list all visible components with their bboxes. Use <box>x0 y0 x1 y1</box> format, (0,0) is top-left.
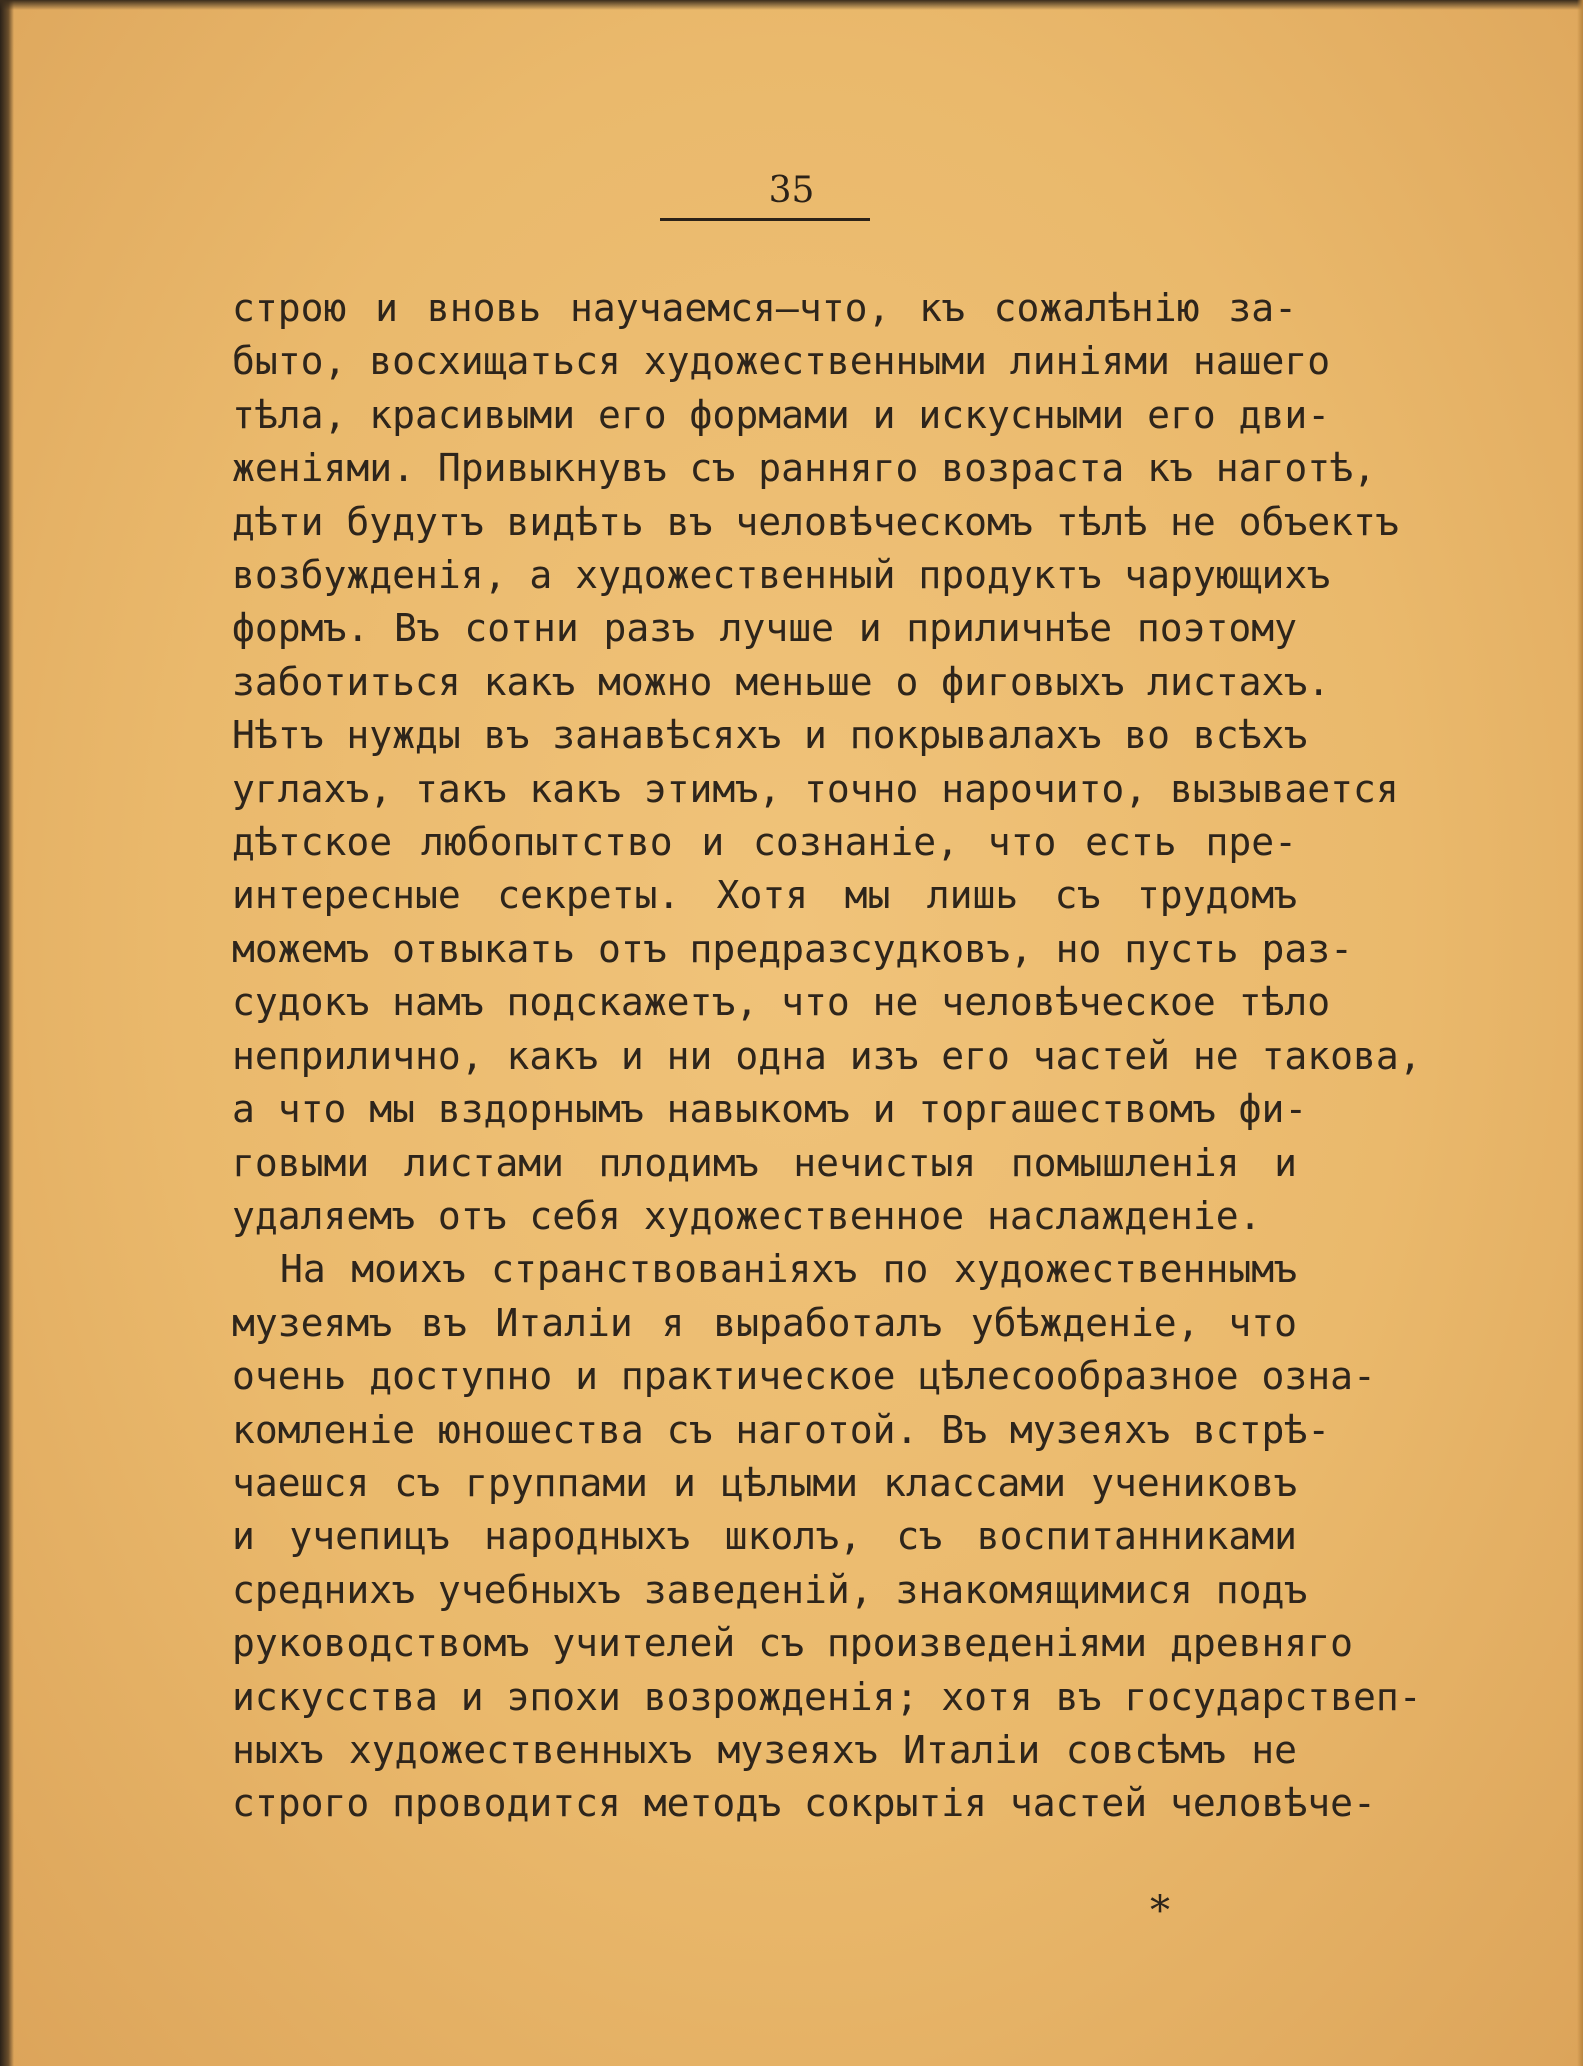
text-line: заботиться какъ можно меньше о фиговыхъ листахъ. <box>232 659 1331 704</box>
text-line: углахъ, такъ какъ этимъ, точно нарочито, вызывается <box>232 766 1399 811</box>
text-line: искусства и эпохи возрожденія; хотя въ государствеп- <box>232 1674 1422 1719</box>
text-line: строго проводится методъ сокрытія частей человѣче- <box>232 1781 1376 1826</box>
text-line: На моихъ странствованіяхъ по художественнымъ <box>280 1247 1297 1292</box>
footnote-mark: * <box>1150 1888 1170 1934</box>
text-line: интересные секреты. Хотя мы лишь съ трудомъ <box>232 873 1297 918</box>
text-line: судокъ намъ подскажетъ, что не человѣческое тѣло <box>232 980 1331 1025</box>
text-line: комленіе юношества съ наготой. Въ музеяхъ встрѣ- <box>232 1407 1331 1452</box>
text-line: дѣтское любопытство и сознаніе, что есть пре- <box>232 820 1297 865</box>
text-line: и учепицъ народныхъ школъ, съ воспитанниками <box>232 1514 1297 1559</box>
text-line: тѣла, красивыми его формами и искусными его дви- <box>232 392 1331 437</box>
text-line: удаляемъ отъ себя художественное наслажденіе. <box>232 1193 1262 1238</box>
text-line: среднихъ учебныхъ заведеній, знакомящимися подъ <box>232 1567 1308 1612</box>
text-line: очень доступно и практическое цѣлесообразное озна- <box>232 1354 1376 1399</box>
page-number: 35 <box>768 170 815 211</box>
text-line: возбужденія, а художественный продуктъ чарующихъ <box>232 553 1331 598</box>
text-line: быто, восхищаться художественными линіями нашего <box>232 339 1331 384</box>
body-text <box>232 282 1422 1831</box>
text-line: женіями. Привыкнувъ съ ранняго возраста къ наготѣ, <box>232 446 1376 491</box>
text-line: музеямъ въ Италіи я выработалъ убѣжденіе, что <box>232 1300 1297 1345</box>
text-line: формъ. Въ сотни разъ лучше и приличнѣе поэтому <box>232 606 1297 651</box>
text-line: ныхъ художественныхъ музеяхъ Италіи совсѣмъ не <box>232 1727 1297 1772</box>
page-number-rule <box>660 218 870 221</box>
text-line: говыми листами плодимъ нечистыя помышленія и <box>232 1140 1297 1185</box>
page-edge-left <box>0 0 14 2066</box>
text-line: а что мы вздорнымъ навыкомъ и торгашествомъ фи- <box>232 1087 1308 1132</box>
text-line: чаешся съ группами и цѣлыми классами учениковъ <box>232 1460 1297 1505</box>
text-line: можемъ отвыкать отъ предразсудковъ, но пусть раз- <box>232 926 1354 971</box>
page-edge-right <box>1577 0 1583 2066</box>
text-line: Нѣтъ нужды въ занавѣсяхъ и покрывалахъ во всѣхъ <box>232 713 1308 758</box>
text-line: руководствомъ учителей съ произведеніями древняго <box>232 1621 1354 1666</box>
text-line: дѣти будутъ видѣть въ человѣческомъ тѣлѣ не объектъ <box>232 499 1399 544</box>
text-line: неприлично, какъ и ни одна изъ его частей не такова, <box>232 1033 1422 1078</box>
text-line: строю и вновь научаемся—что, къ сожалѣнію за- <box>232 286 1297 330</box>
page-edge-top <box>0 0 1583 10</box>
